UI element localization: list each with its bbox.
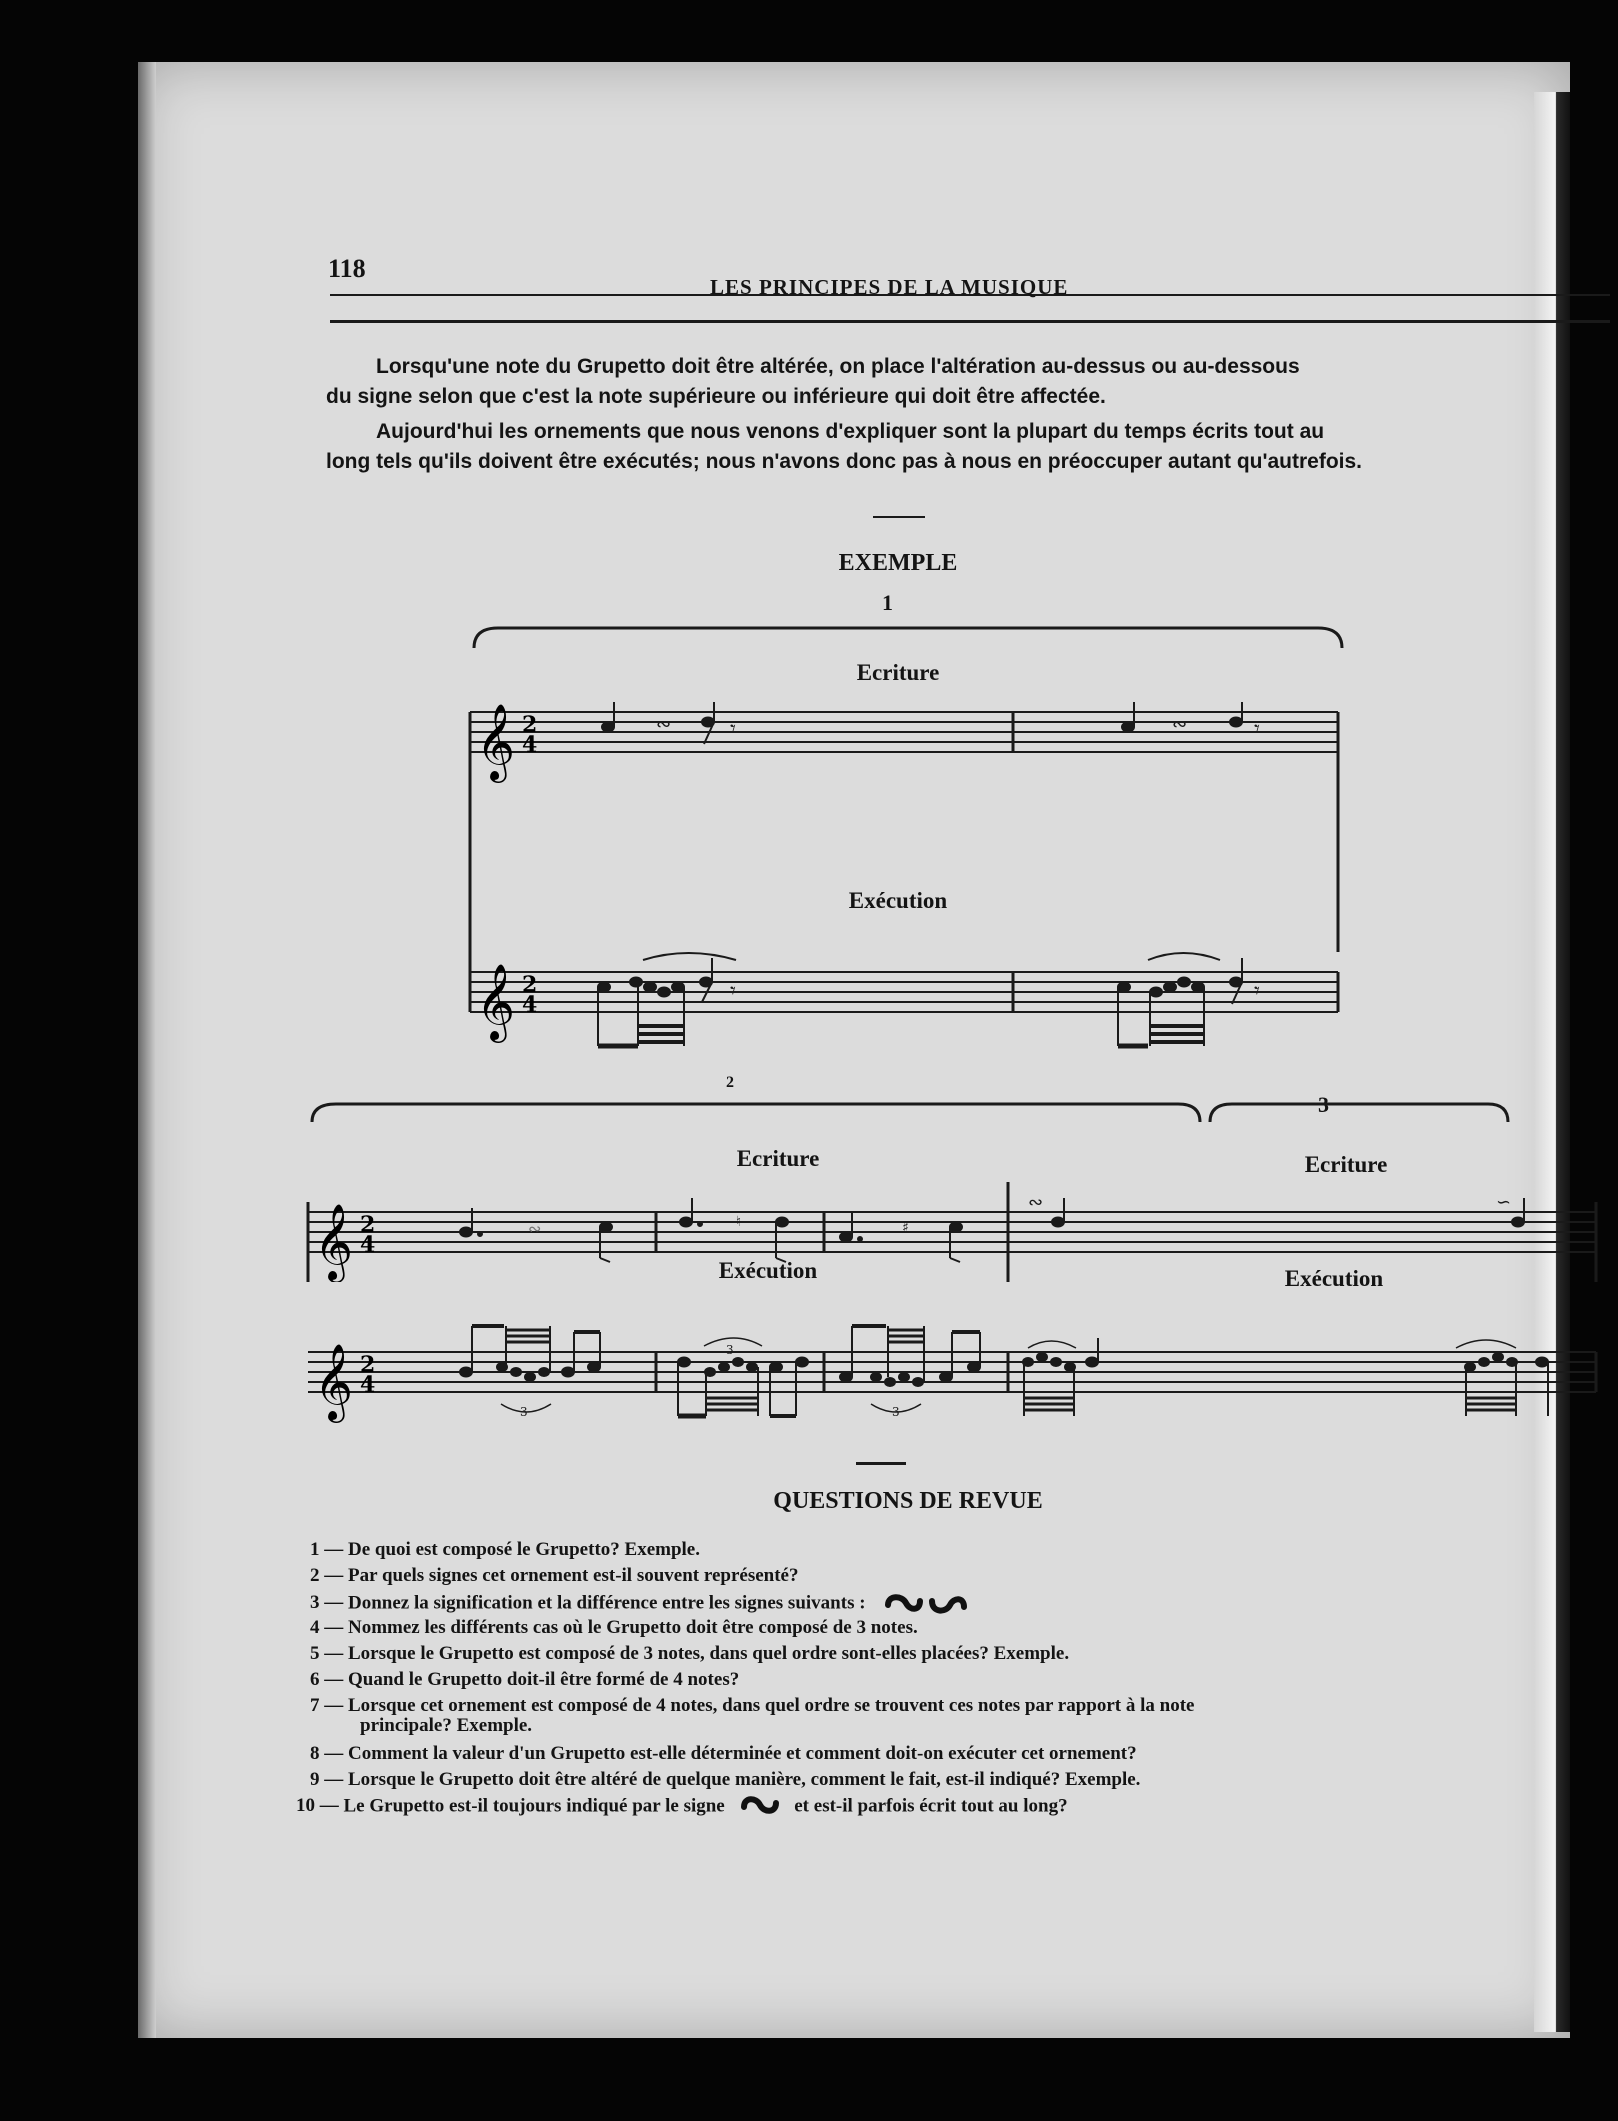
svg-text:∾: ∾ [1028,1192,1044,1213]
svg-text:2: 2 [522,972,538,998]
svg-text:𝄞: 𝄞 [476,963,516,1040]
example-1-writing-label: Ecriture [856,660,940,685]
svg-text:2: 2 [360,1212,376,1238]
svg-text:𝄾: 𝄾 [1254,717,1260,742]
example-3-writing-label: Ecriture [1304,1152,1388,1177]
running-title: LES PRINCIPES DE LA MUSIQUE [710,275,1069,299]
svg-text:∾: ∾ [1172,714,1188,735]
paragraph-1-line-2: du signe selon que c'est la note supérieure ou inférieure qui doit être affectée. [326,385,1106,408]
paragraph-2-line-1: Aujourd'hui les ornements que nous venons d'expliquer sont la plupart du temps écrits tout au [376,420,1325,443]
question-8: 8 — Comment la valeur d'un Grupetto est-elle déterminée et comment doit-on exécuter cet ornement? [310,1743,1137,1764]
separator-dash-1 [873,516,925,518]
question-9: 9 — Lorsque le Grupetto doit être altéré de quelque manière, comment le fait, est-il indiqué? Exemple. [310,1769,1141,1790]
question-2: 2 — Par quels signes cet ornement est-il souvent représenté? [310,1565,799,1586]
example-1-number: 1 [882,590,893,615]
svg-text:∾: ∾ [528,1219,542,1238]
svg-text:𝄾: 𝄾 [1254,979,1260,1004]
svg-text:∽: ∽ [1496,1192,1512,1213]
example-2-number: 2 [726,1074,734,1091]
svg-text:𝄞: 𝄞 [314,1203,354,1280]
triplet-mark: 3 [520,1405,528,1419]
question-1: 1 — De quoi est composé le Grupetto? Exemple. [310,1539,700,1560]
turn-sign-icon [888,1597,920,1609]
example-1-staves [468,702,1348,972]
svg-text:3: 3 [892,1405,900,1419]
inverted-turn-sign-icon [932,1599,964,1610]
paragraph-1-line-1: Lorsqu'une note du Grupetto doit être altérée, on place l'altération au-dessus ou au-dessous [376,355,1300,378]
example-2-writing-label: Ecriture [736,1146,820,1171]
paragraph-2-line-2: long tels qu'ils doivent être exécutés; nous n'avons donc pas à nous en préoccuper autant qu'autrefois. [326,450,1363,473]
question-7: 7 — Lorsque cet ornement est composé de 4 notes, dans quel ordre se trouvent ces notes par rapport à la note [310,1695,1195,1716]
example-2-execution-label: Exécution [718,1258,818,1283]
svg-text:4: 4 [360,1232,376,1258]
example-1-execution-staff [468,942,1348,1062]
staff-1-writing [470,712,1338,952]
example-2-3-brackets [308,1092,1608,1142]
questions-title: QUESTIONS DE REVUE [773,1488,1043,1514]
svg-text:♯: ♯ [902,1220,909,1236]
turn-sign-icon [738,1795,782,1819]
example-3-number: 3 [1318,1092,1329,1117]
svg-text:𝄾: 𝄾 [730,717,736,742]
example-3-execution-label: Exécution [1284,1266,1384,1291]
example-1-execution-label: Exécution [848,888,948,913]
treble-clef-icon: 𝄞 [476,703,516,780]
svg-text:4: 4 [360,1372,376,1398]
separator-dash-2 [856,1462,906,1465]
question-7-continued: principale? Exemple. [360,1715,533,1736]
time-signature-bottom: 4 [522,732,538,758]
svg-text:∾: ∾ [656,714,672,735]
grupetto-signs [880,1591,970,1617]
svg-text:𝄾: 𝄾 [730,979,736,1004]
scanned-page [138,62,1570,2038]
question-3: 3 — Donnez la signification et la différence entre les signes suivants : [310,1591,970,1617]
svg-text:4: 4 [522,992,538,1018]
time-signature-top: 2 [522,712,538,738]
svg-text:3: 3 [726,1343,734,1357]
svg-text:♮: ♮ [736,1214,742,1230]
question-6: 6 — Quand le Grupetto doit-il être formé de 4 notes? [310,1669,740,1690]
page-number: 118 [328,254,366,283]
example-title: EXEMPLE [838,550,958,576]
example-2-3-execution-staff [306,1312,1616,1442]
question-10: 10 — Le Grupetto est-il toujours indiqué par le signe et est-il parfois écrit tout au long? [296,1795,1068,1819]
svg-text:2: 2 [360,1352,376,1378]
question-5: 5 — Lorsque le Grupetto est composé de 3 notes, dans quel ordre sont-elles placées? Exemple. [310,1643,1070,1664]
svg-text:𝄞: 𝄞 [314,1343,354,1420]
page-left-edge [138,62,156,2038]
header-rule-bottom [330,320,1610,323]
question-4: 4 — Nommez les différents cas où le Grupetto doit être composé de 3 notes. [310,1617,918,1638]
example-1-bracket [468,610,1348,660]
